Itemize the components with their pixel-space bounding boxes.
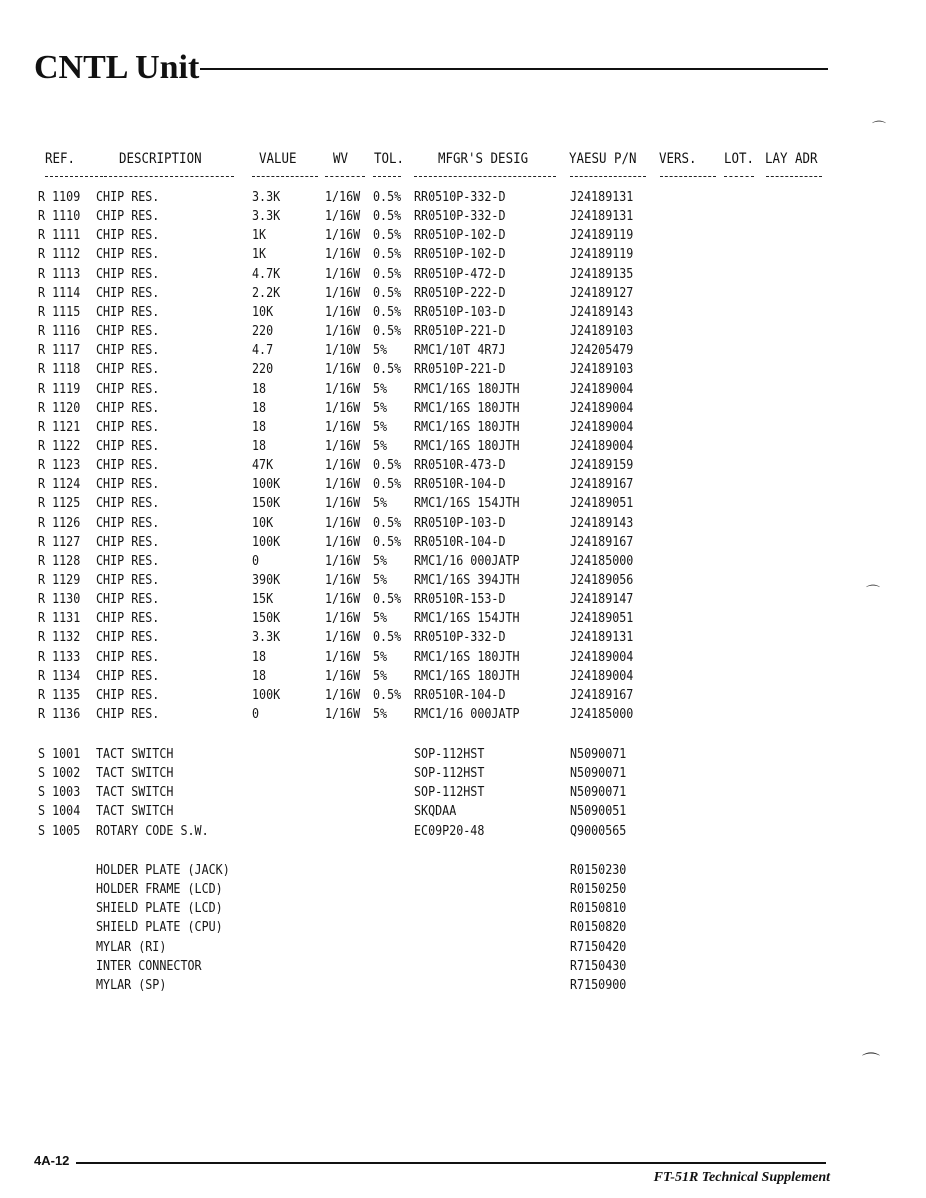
value-cell: 0	[252, 706, 260, 723]
footer-rule	[76, 1162, 826, 1164]
ref-cell: R 1129	[38, 572, 81, 588]
ref-cell: S 1003	[38, 784, 81, 801]
part-number-cell: N5090071	[570, 746, 627, 762]
description-cell: CHIP RES.	[96, 208, 160, 225]
part-number-cell: J24189127	[570, 284, 634, 301]
part-number-cell: J24189004	[570, 418, 634, 435]
description-cell: HOLDER FRAME (LCD)	[96, 881, 223, 898]
value-cell: 47K	[252, 457, 274, 474]
mfgr-cell: RR0510P-222-D	[414, 284, 506, 301]
mfgr-cell: RR0510P-332-D	[414, 189, 506, 205]
column-header: VALUE	[259, 151, 297, 167]
value-cell: 18	[252, 667, 267, 684]
part-number-cell: J24189103	[570, 361, 634, 378]
column-header: LAY ADR	[765, 151, 818, 167]
description-cell: CHIP RES.	[96, 686, 160, 703]
part-number-cell: R7150430	[570, 957, 627, 974]
tol-cell: 5%	[373, 667, 388, 684]
mfgr-cell: RR0510R-153-D	[414, 591, 506, 608]
part-number-cell: N5090071	[570, 784, 627, 801]
part-number-cell: J24189004	[570, 667, 634, 684]
description-cell: CHIP RES.	[96, 629, 160, 646]
description-cell: CHIP RES.	[96, 342, 160, 359]
description-cell: CHIP RES.	[96, 572, 160, 588]
part-number-cell: N5090071	[570, 765, 627, 782]
description-cell: CHIP RES.	[96, 437, 160, 454]
column-header: MFGR'S DESIG	[438, 151, 529, 167]
wv-cell: 1/16W	[325, 457, 361, 474]
header-dash	[104, 176, 234, 177]
wv-cell: 1/16W	[325, 284, 361, 301]
mfgr-cell: RMC1/16S 180JTH	[414, 399, 520, 416]
description-cell: CHIP RES.	[96, 399, 160, 416]
wv-cell: 1/16W	[325, 495, 361, 512]
description-cell: INTER CONNECTOR	[96, 957, 202, 974]
description-cell: MYLAR (SP)	[96, 976, 167, 993]
value-cell: 100K	[252, 686, 281, 703]
ref-cell: R 1111	[38, 227, 81, 244]
part-number-cell: Q9000565	[570, 822, 627, 839]
ref-cell: R 1124	[38, 476, 81, 493]
tol-cell: 0.5%	[373, 457, 402, 474]
description-cell: TACT SWITCH	[96, 765, 174, 782]
mfgr-cell: RR0510P-332-D	[414, 629, 506, 646]
ref-cell: R 1130	[38, 591, 81, 608]
wv-cell: 1/16W	[325, 629, 361, 646]
value-cell: 18	[252, 380, 267, 397]
header-dash	[570, 176, 646, 177]
wv-cell: 1/16W	[325, 418, 361, 435]
mfgr-cell: RMC1/16S 180JTH	[414, 667, 520, 684]
description-cell: CHIP RES.	[96, 514, 160, 531]
part-number-cell: R0150250	[570, 881, 627, 898]
description-cell: CHIP RES.	[96, 265, 160, 282]
part-number-cell: J24189147	[570, 591, 634, 608]
ref-cell: R 1109	[38, 189, 81, 205]
ref-cell: R 1119	[38, 380, 81, 397]
tol-cell: 0.5%	[373, 246, 402, 263]
part-number-cell: J24189159	[570, 457, 634, 474]
value-cell: 220	[252, 361, 274, 378]
description-cell: CHIP RES.	[96, 476, 160, 493]
value-cell: 10K	[252, 303, 274, 320]
description-cell: CHIP RES.	[96, 361, 160, 378]
header-dash	[414, 176, 556, 177]
tol-cell: 0.5%	[373, 686, 402, 703]
ref-cell: R 1136	[38, 706, 81, 723]
value-cell: 2.2K	[252, 284, 281, 301]
part-number-cell: J24189004	[570, 380, 634, 397]
wv-cell: 1/16W	[325, 227, 361, 244]
part-number-cell: J24189167	[570, 533, 634, 550]
tol-cell: 5%	[373, 648, 388, 665]
wv-cell: 1/16W	[325, 552, 361, 569]
tol-cell: 0.5%	[373, 284, 402, 301]
mfgr-cell: RR0510R-104-D	[414, 533, 506, 550]
wv-cell: 1/10W	[325, 342, 361, 359]
value-cell: 1K	[252, 246, 267, 263]
description-cell: CHIP RES.	[96, 706, 160, 723]
part-number-cell: J24189004	[570, 437, 634, 454]
column-header: DESCRIPTION	[119, 151, 202, 167]
mfgr-cell: RR0510P-103-D	[414, 514, 506, 531]
description-cell: CHIP RES.	[96, 303, 160, 320]
wv-cell: 1/16W	[325, 361, 361, 378]
description-cell: CHIP RES.	[96, 552, 160, 569]
part-number-cell: R0150230	[570, 862, 627, 878]
tol-cell: 0.5%	[373, 323, 402, 340]
part-number-cell: R7150900	[570, 976, 627, 993]
wv-cell: 1/16W	[325, 706, 361, 723]
ref-cell: R 1134	[38, 667, 81, 684]
value-cell: 100K	[252, 533, 281, 550]
description-cell: CHIP RES.	[96, 227, 160, 244]
description-cell: MYLAR (RI)	[96, 938, 167, 955]
value-cell: 15K	[252, 591, 274, 608]
column-header: VERS.	[659, 151, 697, 167]
part-number-cell: J24189131	[570, 629, 634, 646]
value-cell: 4.7K	[252, 265, 281, 282]
part-number-cell: J24185000	[570, 706, 634, 723]
tol-cell: 0.5%	[373, 303, 402, 320]
column-header: REF.	[45, 151, 76, 167]
tol-cell: 5%	[373, 706, 388, 723]
header-dash	[766, 176, 822, 177]
description-cell: CHIP RES.	[96, 533, 160, 550]
tol-cell: 0.5%	[373, 265, 402, 282]
description-cell: SHIELD PLATE (LCD)	[96, 900, 223, 917]
wv-cell: 1/16W	[325, 686, 361, 703]
tol-cell: 5%	[373, 572, 388, 588]
part-number-cell: J24189004	[570, 399, 634, 416]
tol-cell: 5%	[373, 380, 388, 397]
ref-cell: R 1128	[38, 552, 81, 569]
ref-cell: R 1135	[38, 686, 81, 703]
tol-cell: 0.5%	[373, 189, 402, 205]
value-cell: 18	[252, 418, 267, 435]
description-cell: ROTARY CODE S.W.	[96, 822, 209, 839]
ref-cell: R 1131	[38, 610, 81, 627]
part-number-cell: R0150820	[570, 919, 627, 936]
ref-cell: R 1122	[38, 437, 81, 454]
part-number-cell: R0150810	[570, 900, 627, 917]
ref-cell: R 1116	[38, 323, 81, 340]
value-cell: 150K	[252, 495, 281, 512]
part-number-cell: J24185000	[570, 552, 634, 569]
header-dash	[724, 176, 754, 177]
part-number-cell: J24189131	[570, 189, 634, 205]
ref-cell: R 1125	[38, 495, 81, 512]
ref-cell: R 1118	[38, 361, 81, 378]
mfgr-cell: RMC1/16S 154JTH	[414, 610, 520, 627]
wv-cell: 1/16W	[325, 437, 361, 454]
mfgr-cell: RR0510R-104-D	[414, 476, 506, 493]
publication-title: FT-51R Technical Supplement	[653, 1170, 830, 1185]
description-cell: CHIP RES.	[96, 457, 160, 474]
value-cell: 4.7	[252, 342, 274, 359]
ref-cell: R 1113	[38, 265, 81, 282]
mfgr-cell: RR0510P-332-D	[414, 208, 506, 225]
scan-mark: ⌒	[866, 585, 880, 601]
header-dash	[325, 176, 365, 177]
part-number-cell: J24189051	[570, 495, 634, 512]
value-cell: 150K	[252, 610, 281, 627]
header-dash	[252, 176, 318, 177]
wv-cell: 1/16W	[325, 265, 361, 282]
value-cell: 10K	[252, 514, 274, 531]
tol-cell: 5%	[373, 610, 388, 627]
mfgr-cell: RR0510P-472-D	[414, 265, 506, 282]
description-cell: CHIP RES.	[96, 323, 160, 340]
description-cell: TACT SWITCH	[96, 746, 174, 762]
part-number-cell: J24189167	[570, 476, 634, 493]
ref-cell: S 1004	[38, 803, 81, 820]
value-cell: 1K	[252, 227, 267, 244]
wv-cell: 1/16W	[325, 476, 361, 493]
tol-cell: 0.5%	[373, 208, 402, 225]
description-cell: CHIP RES.	[96, 189, 160, 205]
ref-cell: R 1121	[38, 418, 81, 435]
header-dash	[660, 176, 716, 177]
column-header: LOT.	[724, 151, 755, 167]
ref-cell: R 1126	[38, 514, 81, 531]
wv-cell: 1/16W	[325, 380, 361, 397]
tol-cell: 5%	[373, 342, 388, 359]
ref-cell: R 1120	[38, 399, 81, 416]
ref-cell: R 1115	[38, 303, 81, 320]
mfgr-cell: SOP-112HST	[414, 746, 485, 762]
description-cell: CHIP RES.	[96, 495, 160, 512]
part-number-cell: J24205479	[570, 342, 634, 359]
description-cell: CHIP RES.	[96, 591, 160, 608]
tol-cell: 5%	[373, 399, 388, 416]
column-header: WV	[333, 151, 349, 167]
part-number-cell: J24189056	[570, 572, 634, 588]
tol-cell: 5%	[373, 437, 388, 454]
wv-cell: 1/16W	[325, 514, 361, 531]
value-cell: 0	[252, 552, 260, 569]
value-cell: 18	[252, 648, 267, 665]
mfgr-cell: RMC1/16S 180JTH	[414, 418, 520, 435]
value-cell: 3.3K	[252, 629, 281, 646]
value-cell: 18	[252, 437, 267, 454]
ref-cell: S 1001	[38, 746, 81, 762]
column-header: YAESU P/N	[569, 151, 637, 167]
part-number-cell: J24189131	[570, 208, 634, 225]
tol-cell: 5%	[373, 418, 388, 435]
mfgr-cell: RMC1/16S 180JTH	[414, 380, 520, 397]
ref-cell: R 1110	[38, 208, 81, 225]
mfgr-cell: RMC1/16S 154JTH	[414, 495, 520, 512]
mfgr-cell: RR0510P-103-D	[414, 303, 506, 320]
description-cell: HOLDER PLATE (JACK)	[96, 862, 230, 878]
wv-cell: 1/16W	[325, 648, 361, 665]
value-cell: 220	[252, 323, 274, 340]
wv-cell: 1/16W	[325, 303, 361, 320]
mfgr-cell: SOP-112HST	[414, 784, 485, 801]
page-number: 4A-12	[34, 1153, 70, 1168]
value-cell: 390K	[252, 572, 281, 588]
tol-cell: 0.5%	[373, 227, 402, 244]
value-cell: 3.3K	[252, 208, 281, 225]
tol-cell: 0.5%	[373, 361, 402, 378]
description-cell: CHIP RES.	[96, 380, 160, 397]
page-title: CNTL Unit	[34, 49, 200, 86]
description-cell: CHIP RES.	[96, 610, 160, 627]
wv-cell: 1/16W	[325, 591, 361, 608]
mfgr-cell: RMC1/16 000JATP	[414, 706, 520, 723]
mfgr-cell: RMC1/10T 4R7J	[414, 342, 506, 359]
description-cell: CHIP RES.	[96, 284, 160, 301]
mfgr-cell: RMC1/16S 394JTH	[414, 572, 520, 588]
mfgr-cell: RR0510P-221-D	[414, 323, 506, 340]
ref-cell: S 1005	[38, 822, 81, 839]
mfgr-cell: RMC1/16S 180JTH	[414, 648, 520, 665]
mfgr-cell: RR0510R-473-D	[414, 457, 506, 474]
part-number-cell: J24189004	[570, 648, 634, 665]
tol-cell: 0.5%	[373, 514, 402, 531]
mfgr-cell: RMC1/16S 180JTH	[414, 437, 520, 454]
title-rule	[200, 68, 828, 70]
description-cell: CHIP RES.	[96, 648, 160, 665]
wv-cell: 1/16W	[325, 246, 361, 263]
scan-mark: ⌒	[872, 121, 886, 137]
part-number-cell: N5090051	[570, 803, 627, 820]
description-cell: CHIP RES.	[96, 246, 160, 263]
part-number-cell: J24189051	[570, 610, 634, 627]
description-cell: CHIP RES.	[96, 667, 160, 684]
wv-cell: 1/16W	[325, 610, 361, 627]
mfgr-cell: RR0510P-221-D	[414, 361, 506, 378]
ref-cell: R 1123	[38, 457, 81, 474]
mfgr-cell: RR0510P-102-D	[414, 227, 506, 244]
description-cell: CHIP RES.	[96, 418, 160, 435]
mfgr-cell: SKQDAA	[414, 803, 457, 820]
tol-cell: 0.5%	[373, 533, 402, 550]
mfgr-cell: SOP-112HST	[414, 765, 485, 782]
mfgr-cell: RR0510P-102-D	[414, 246, 506, 263]
ref-cell: R 1132	[38, 629, 81, 646]
part-number-cell: J24189119	[570, 227, 634, 244]
ref-cell: S 1002	[38, 765, 81, 782]
tol-cell: 0.5%	[373, 629, 402, 646]
header-dash	[45, 176, 103, 177]
part-number-cell: J24189143	[570, 514, 634, 531]
ref-cell: R 1117	[38, 342, 81, 359]
ref-cell: R 1112	[38, 246, 81, 263]
part-number-cell: J24189143	[570, 303, 634, 320]
tol-cell: 0.5%	[373, 476, 402, 493]
ref-cell: R 1114	[38, 284, 81, 301]
ref-cell: R 1127	[38, 533, 81, 550]
wv-cell: 1/16W	[325, 208, 361, 225]
description-cell: TACT SWITCH	[96, 803, 174, 820]
tol-cell: 5%	[373, 495, 388, 512]
value-cell: 100K	[252, 476, 281, 493]
mfgr-cell: EC09P20-48	[414, 822, 485, 839]
part-number-cell: J24189167	[570, 686, 634, 703]
description-cell: TACT SWITCH	[96, 784, 174, 801]
tol-cell: 5%	[373, 552, 388, 569]
part-number-cell: R7150420	[570, 938, 627, 955]
wv-cell: 1/16W	[325, 533, 361, 550]
scan-mark: ⌒	[862, 1052, 880, 1073]
value-cell: 18	[252, 399, 267, 416]
wv-cell: 1/16W	[325, 667, 361, 684]
part-number-cell: J24189103	[570, 323, 634, 340]
header-dash	[373, 176, 401, 177]
mfgr-cell: RMC1/16 000JATP	[414, 552, 520, 569]
value-cell: 3.3K	[252, 189, 281, 205]
ref-cell: R 1133	[38, 648, 81, 665]
part-number-cell: J24189135	[570, 265, 634, 282]
column-header: TOL.	[374, 151, 405, 167]
mfgr-cell: RR0510R-104-D	[414, 686, 506, 703]
part-number-cell: J24189119	[570, 246, 634, 263]
wv-cell: 1/16W	[325, 323, 361, 340]
description-cell: SHIELD PLATE (CPU)	[96, 919, 223, 936]
wv-cell: 1/16W	[325, 399, 361, 416]
tol-cell: 0.5%	[373, 591, 402, 608]
wv-cell: 1/16W	[325, 572, 361, 588]
wv-cell: 1/16W	[325, 189, 361, 205]
